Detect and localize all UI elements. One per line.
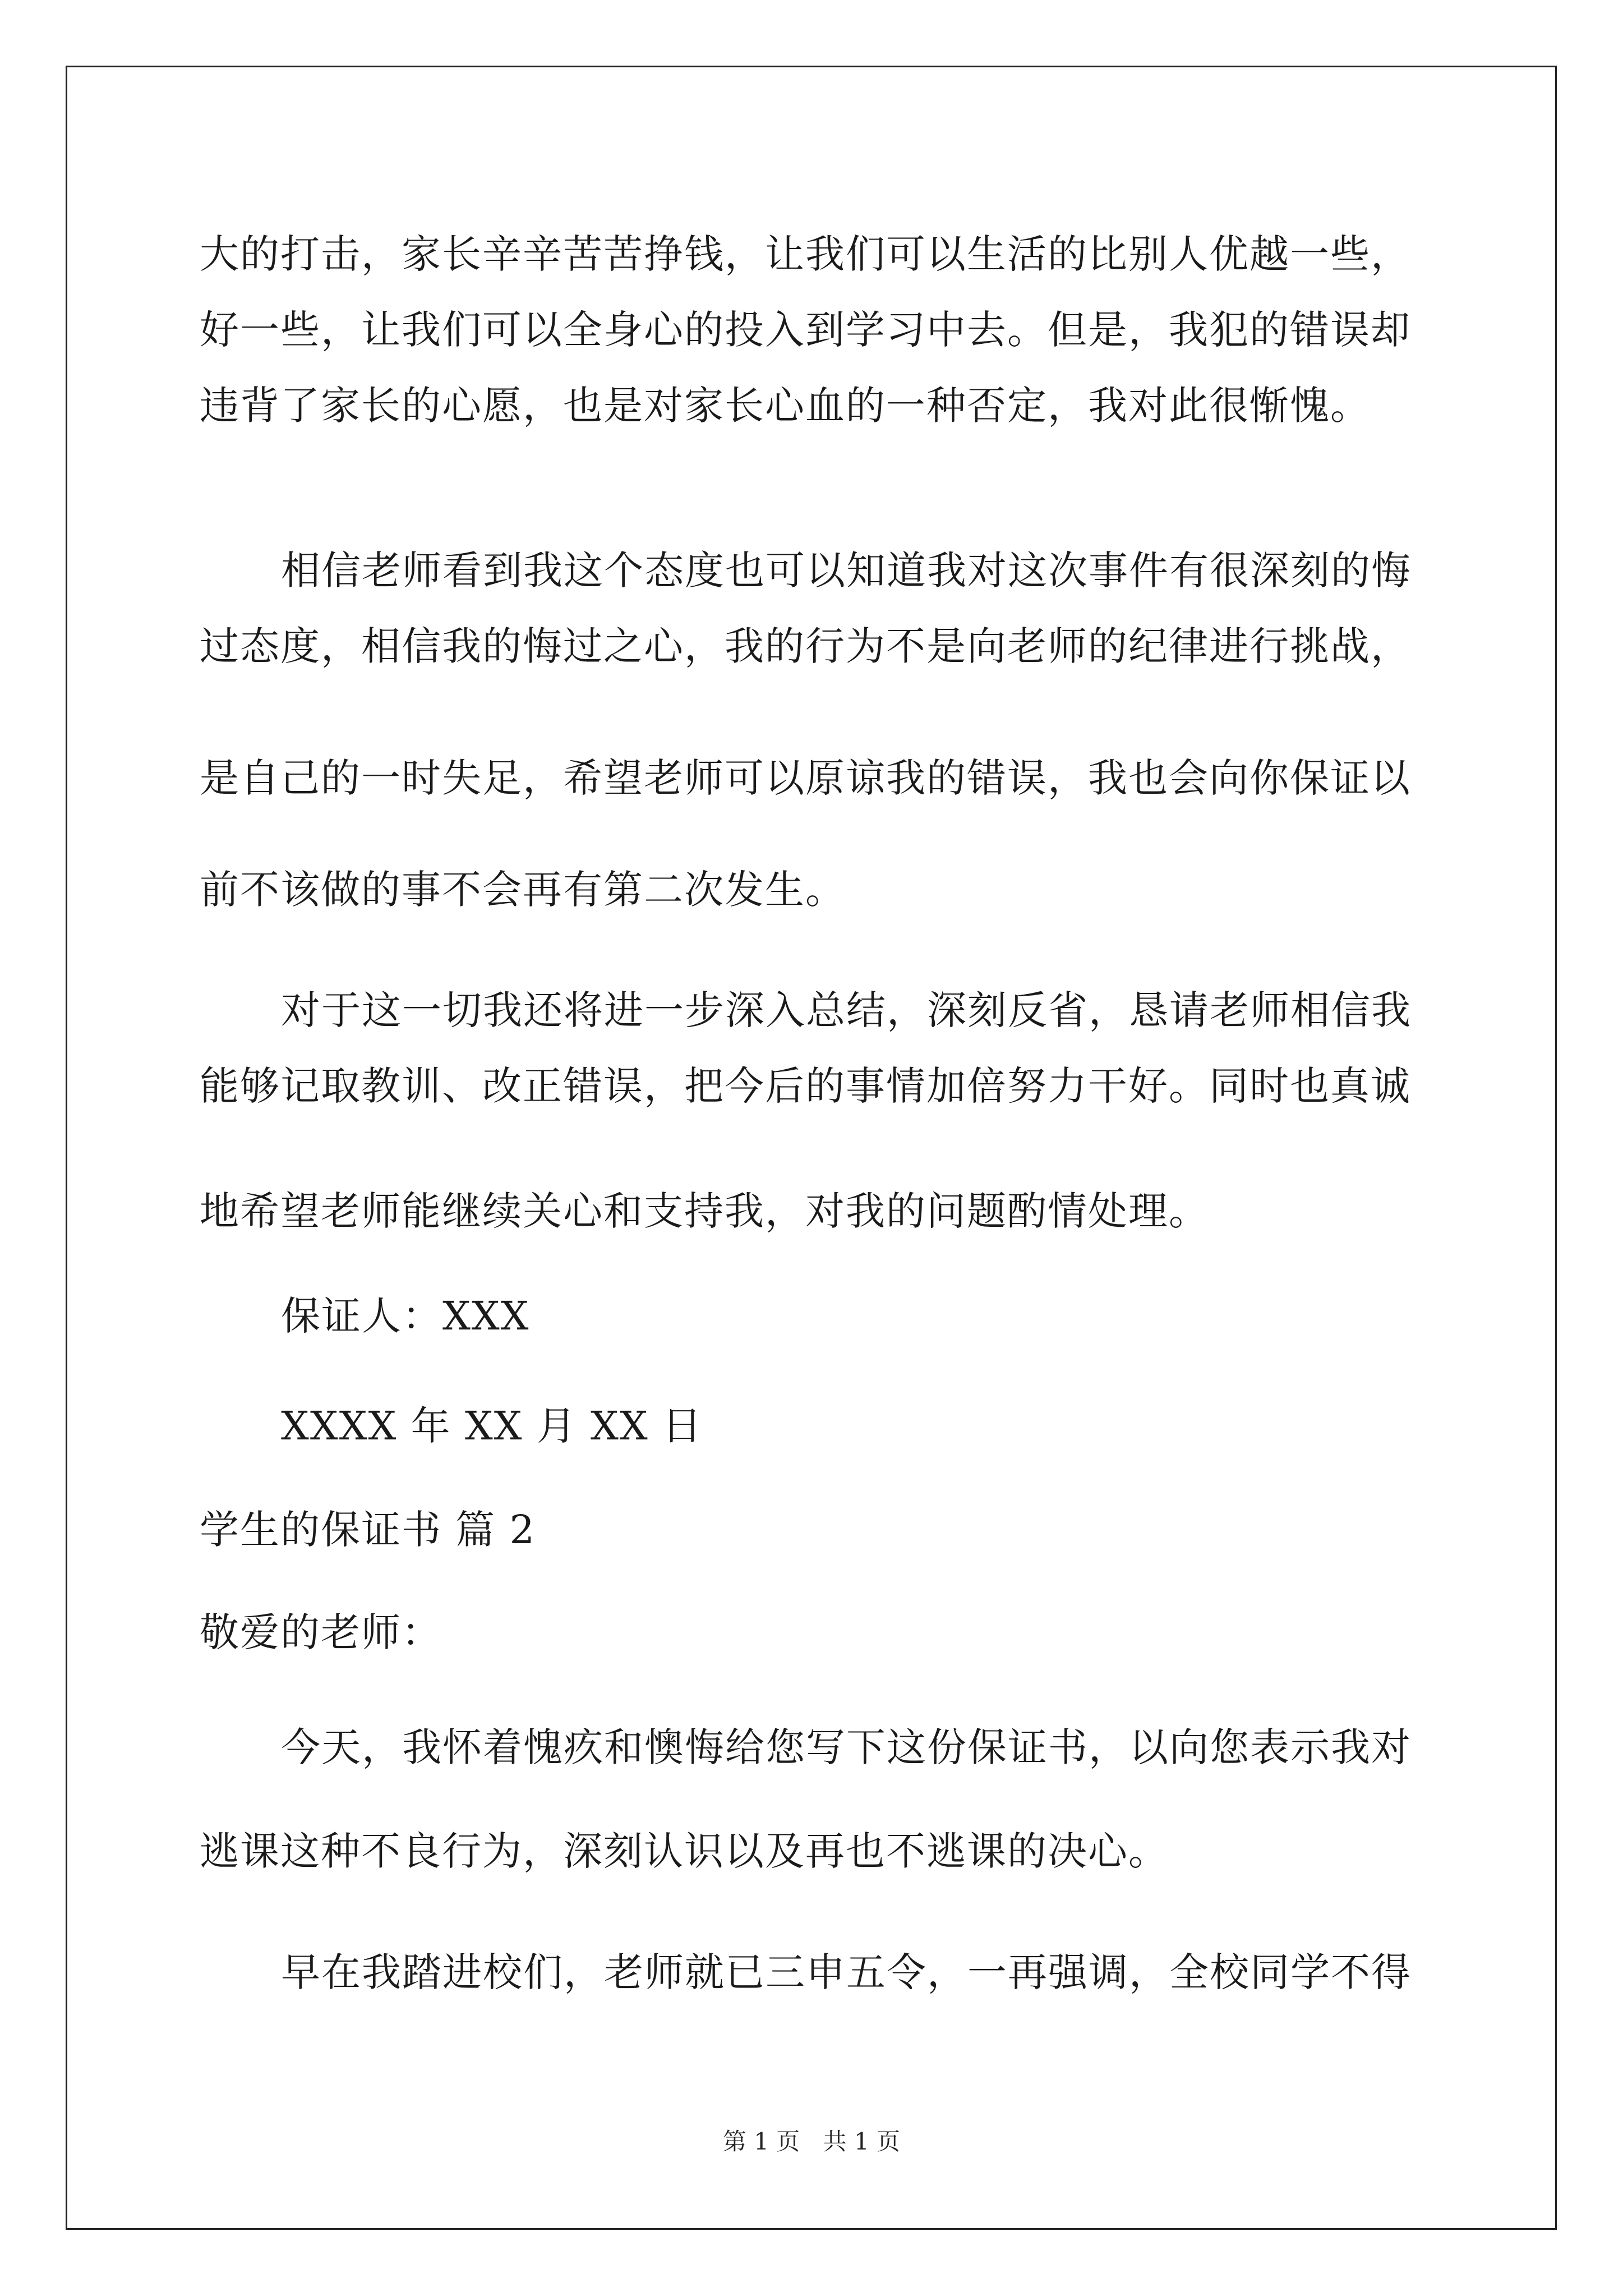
paragraph-line: 逃课这种不良行为，深刻认识以及再也不逃课的决心。	[200, 1828, 1169, 1874]
page-number: 第 1 页	[722, 2128, 800, 2155]
paragraph-line: 前不该做的事不会再有第二次发生。	[200, 867, 846, 913]
paragraph-line: 是自己的一时失足，希望老师可以原谅我的错误，我也会向你保证以	[200, 755, 1411, 801]
paragraph-line: 今天，我怀着愧疚和懊悔给您写下这份保证书，以向您表示我对	[281, 1724, 1412, 1770]
signature-line: 保证人：XXX	[281, 1293, 530, 1339]
paragraph-line: 对于这一切我还将进一步深入总结，深刻反省，恳请老师相信我	[281, 987, 1412, 1033]
section-heading: 学生的保证书 篇 2	[200, 1507, 536, 1553]
paragraph-line: 早在我踏进校们，老师就已三申五令，一再强调，全校同学不得	[281, 1949, 1412, 1995]
paragraph-line: 大的打击，家长辛辛苦苦挣钱，让我们可以生活的比别人优越一些，	[200, 231, 1411, 277]
paragraph-line: 能够记取教训、改正错误，把今后的事情加倍努力干好。同时也真诚	[200, 1063, 1411, 1109]
page-total: 共 1 页	[823, 2128, 901, 2155]
date-line: XXXX 年 XX 月 XX 日	[281, 1403, 703, 1449]
paragraph-line: 相信老师看到我这个态度也可以知道我对这次事件有很深刻的悔	[281, 547, 1412, 593]
paragraph-line: 违背了家长的心愿，也是对家长心血的一种否定，我对此很惭愧。	[200, 383, 1371, 429]
paragraph-line: 过态度，相信我的悔过之心，我的行为不是向老师的纪律进行挑战，	[200, 623, 1411, 669]
paragraph-line: 地希望老师能继续关心和支持我，对我的问题酌情处理。	[200, 1188, 1209, 1234]
page-footer	[0, 2125, 1623, 2159]
salutation: 敬爱的老师：	[200, 1609, 442, 1655]
paragraph-line: 好一些，让我们可以全身心的投入到学习中去。但是，我犯的错误却	[200, 307, 1411, 353]
